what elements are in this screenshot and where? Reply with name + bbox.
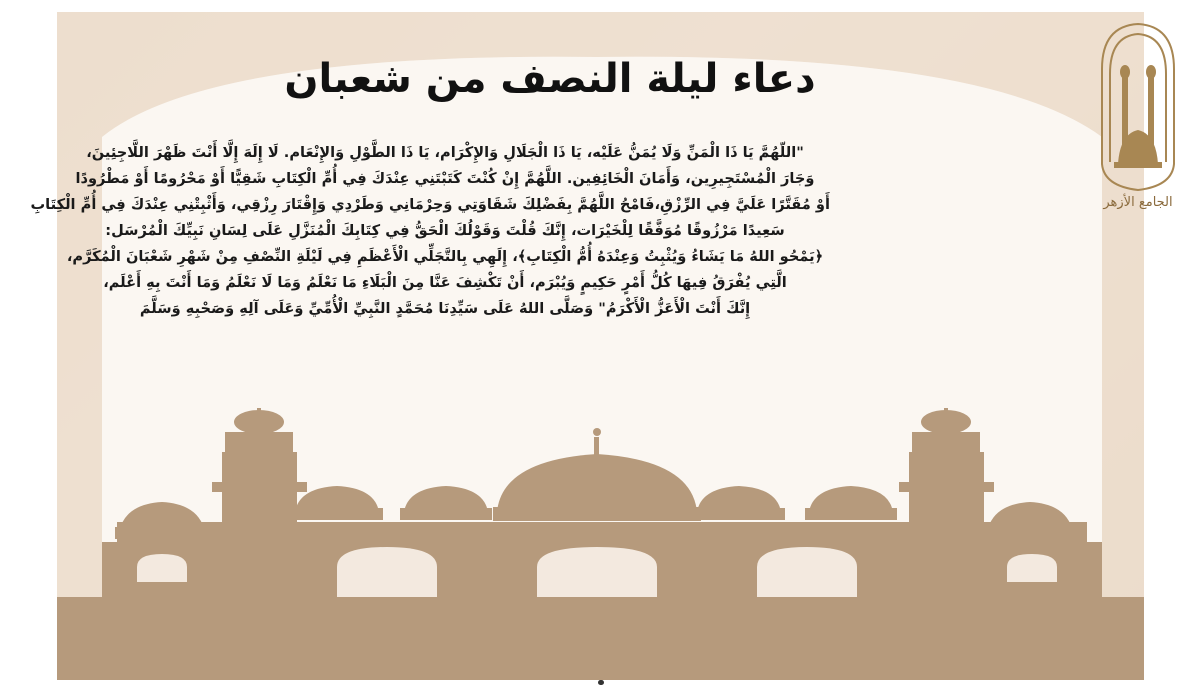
prayer-line: إِنَّكَ أَنْتَ الْأَعَزُّ الْأَكْرَمُ" وَصَلَّى اللهُ عَلَى سَيِّدِنَا مُحَمَّدٍ النَّبِيِّ الْأُمِّيِّ وَعَلَى آلِهِ وَصَحْبِهِ وَسَلَّمَ <box>139 300 751 317</box>
prayer-line: أَوْ مُقَتَّرًا عَلَيَّ فِي الرِّزْقِ،فَامْحُ اللَّهُمَّ بِفَضْلِكَ شَقَاوَتِي وَحِرْمَانِي وَطَرْدِي وَإِقْتَارَ رِزْقِي، وَأَثْبِتْنِي عِنْدَكَ فِي أُمِّ الْكِتَابِ <box>30 196 830 213</box>
prayer-line: الَّتِي يُفْرَقُ فِيهَا كُلُّ أَمْرٍ حَكِيمٍ وَيُبْرَم، أَنْ تَكْشِفَ عَنَّا مِنَ الْبَلَاءِ مَا نَعْلَمُ وَمَا لَا نَعْلَمُ وَمَا أَنْتَ بِهِ أَعْلَم، <box>103 274 787 291</box>
greeting-card <box>30 12 1144 680</box>
prayer-line: "اللّهُمَّ يَا ذَا الْمَنِّ وَلَا يُمَنُّ عَلَيْه، يَا ذَا الْجَلَالِ وَالإِكْرَام، يَا ذَا الطَّوْلِ وَالإِنْعَام. لَا إِلَهَ إِلَّا أَنْتَ ظَهْرَ اللَّاجِئِينَ، <box>86 144 804 161</box>
prayer-line: سَعِيدًا مَرْزُوقًا مُوَفَّقًا لِلْخَيْرَات، إِنَّكَ قُلْتَ وَقَوْلُكَ الْحَقُّ فِي كِتَابِكَ الْمُنَزَّلِ عَلَى لِسَانِ نَبِيِّكَ الْمُرْسَل: <box>105 222 785 239</box>
al-azhar-logo <box>1092 14 1184 214</box>
prayer-line: وَجَارَ الْمُسْتَجِيرِين، وَأَمَانَ الْخَائِفِين. اللَّهُمَّ إِنْ كُنْتَ كَتَبْتَنِي عِنْدَكَ فِي أُمِّ الْكِتَابِ شَقِيًّا أَوْ مَحْرُومًا أَوْ مَطْرُودًا <box>75 170 815 187</box>
mosque-silhouette <box>30 12 1144 680</box>
logo-caption: الجامع الأزهر <box>1103 195 1173 210</box>
prayer-line: ﴿يَمْحُو اللهُ مَا يَشَاءُ وَيُثْبِتُ وَعِنْدَهُ أُمُّ الْكِتَابِ﴾، إِلَهِي بِالتَّجَلِّي الْأَعْظَمِ فِي لَيْلَةِ النِّصْفِ مِنْ شَهْرِ شَعْبَانَ الْمُكَرَّم، <box>66 248 824 265</box>
bottom-dot <box>598 680 604 685</box>
page-title: دعاء ليلة النصف من شعبان <box>284 56 816 102</box>
prayer-text <box>30 140 830 322</box>
